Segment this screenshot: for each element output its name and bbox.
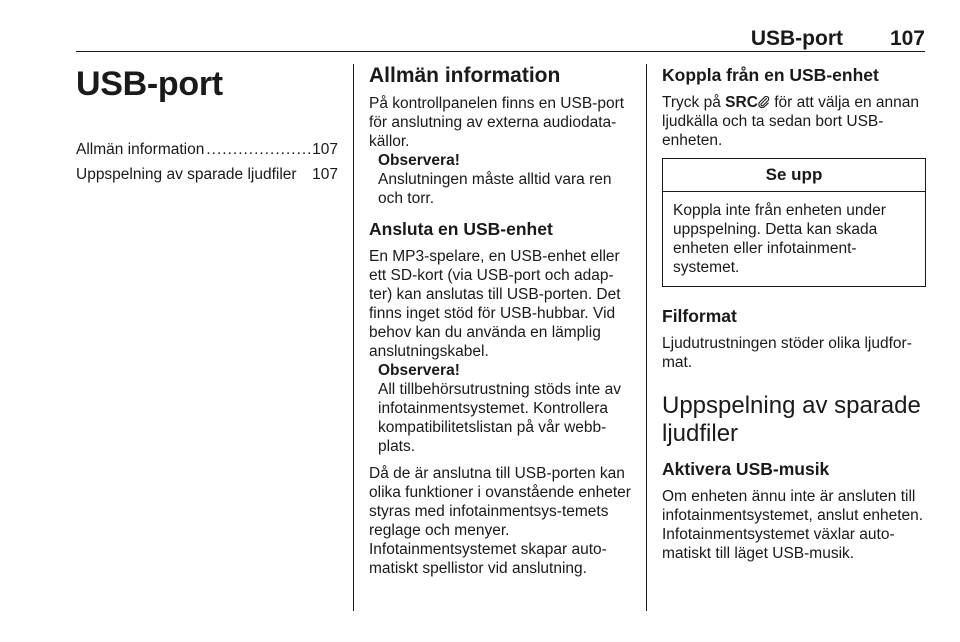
heading-activate-usb-music: Aktivera USB-musik xyxy=(662,459,830,479)
src-key-label: SRC xyxy=(725,94,758,111)
paragraph-general: På kontrollpanelen finns en USB-port för anslutning av externa audiodata-källor. xyxy=(369,95,625,150)
chapter-title: USB-port xyxy=(76,65,223,103)
heading-general-information: Allmän information xyxy=(369,64,561,87)
header-section-title: USB-port xyxy=(750,27,843,50)
note-title: Observera! xyxy=(378,362,460,379)
note-title: Observera! xyxy=(378,152,460,169)
caution-title: Se upp xyxy=(663,159,925,192)
caution-text: Koppla inte från enheten under uppspelning. Detta kan skada enheten eller infotainment-systemet. xyxy=(673,202,886,276)
paragraph-playlists: Infotainmentsystemet skapar auto-matiskt spellistor vid anslutning. xyxy=(369,541,607,577)
column-divider-2 xyxy=(646,64,647,611)
paragraph-format: Ljudutrustningen stöder olika ljudfor-mat. xyxy=(662,335,912,371)
heading-connect-usb: Ansluta en USB-enhet xyxy=(369,219,553,239)
toc-leader-dots xyxy=(206,140,310,159)
paragraph-functions: Då de är anslutna till USB-porten kan olika funktioner i ovanstående enheter styras med infotainmentsys-temets reglage och menyer. xyxy=(369,465,631,539)
column-3 xyxy=(662,64,926,563)
toc-entry[interactable] xyxy=(76,140,338,159)
paragraph-activate-2: Infotainmentsystemet växlar auto-matiskt till läget USB-musik. xyxy=(662,526,895,562)
header-rule xyxy=(76,51,925,52)
column-2 xyxy=(369,64,633,578)
note-box xyxy=(378,361,633,456)
column-divider-1 xyxy=(353,64,354,611)
caution-box xyxy=(662,158,926,287)
note-box xyxy=(378,151,633,208)
toc-entry-page: 107 xyxy=(312,166,338,183)
header-page-number: 107 xyxy=(889,27,925,50)
note-text: Anslutningen måste alltid vara ren och torr. xyxy=(378,171,612,207)
toc-entry-page: 107 xyxy=(312,141,338,158)
paragraph-disconnect xyxy=(662,93,926,150)
text-run: för att välja en annan ljudkälla och ta sedan bort USB-enheten. xyxy=(662,94,919,149)
toc-entry-label: Uppspelning av sparade ljudfiler xyxy=(76,166,297,183)
text-run: Tryck på xyxy=(662,94,726,111)
paragraph-activate-1: Om enheten ännu inte är ansluten till infotainmentsystemet, anslut enheten. xyxy=(662,488,924,524)
toc-entry[interactable] xyxy=(76,165,338,184)
page-header xyxy=(76,28,925,50)
paperclip-icon xyxy=(758,94,770,106)
heading-playback-saved-files: Uppspelning av sparade ljudfiler xyxy=(662,392,921,447)
note-text: All tillbehörsutrustning stöds inte av infotainmentsystemet. Kontrollera kompatibilitetslistan på vår webb-plats. xyxy=(378,381,621,455)
paragraph-connect: En MP3-spelare, en USB-enhet eller ett SD-kort (via USB-port och adap-ter) kan anslutas till USB-porten. Det finns inget stöd för USB-hubbar. Vid behov kan du använda en lämplig anslutningskabel. xyxy=(369,248,621,360)
toc-entry-label: Allmän information xyxy=(76,141,205,158)
heading-file-format: Filformat xyxy=(662,306,737,326)
column-1 xyxy=(76,64,338,190)
heading-disconnect-usb: Koppla från en USB-enhet xyxy=(662,65,879,85)
